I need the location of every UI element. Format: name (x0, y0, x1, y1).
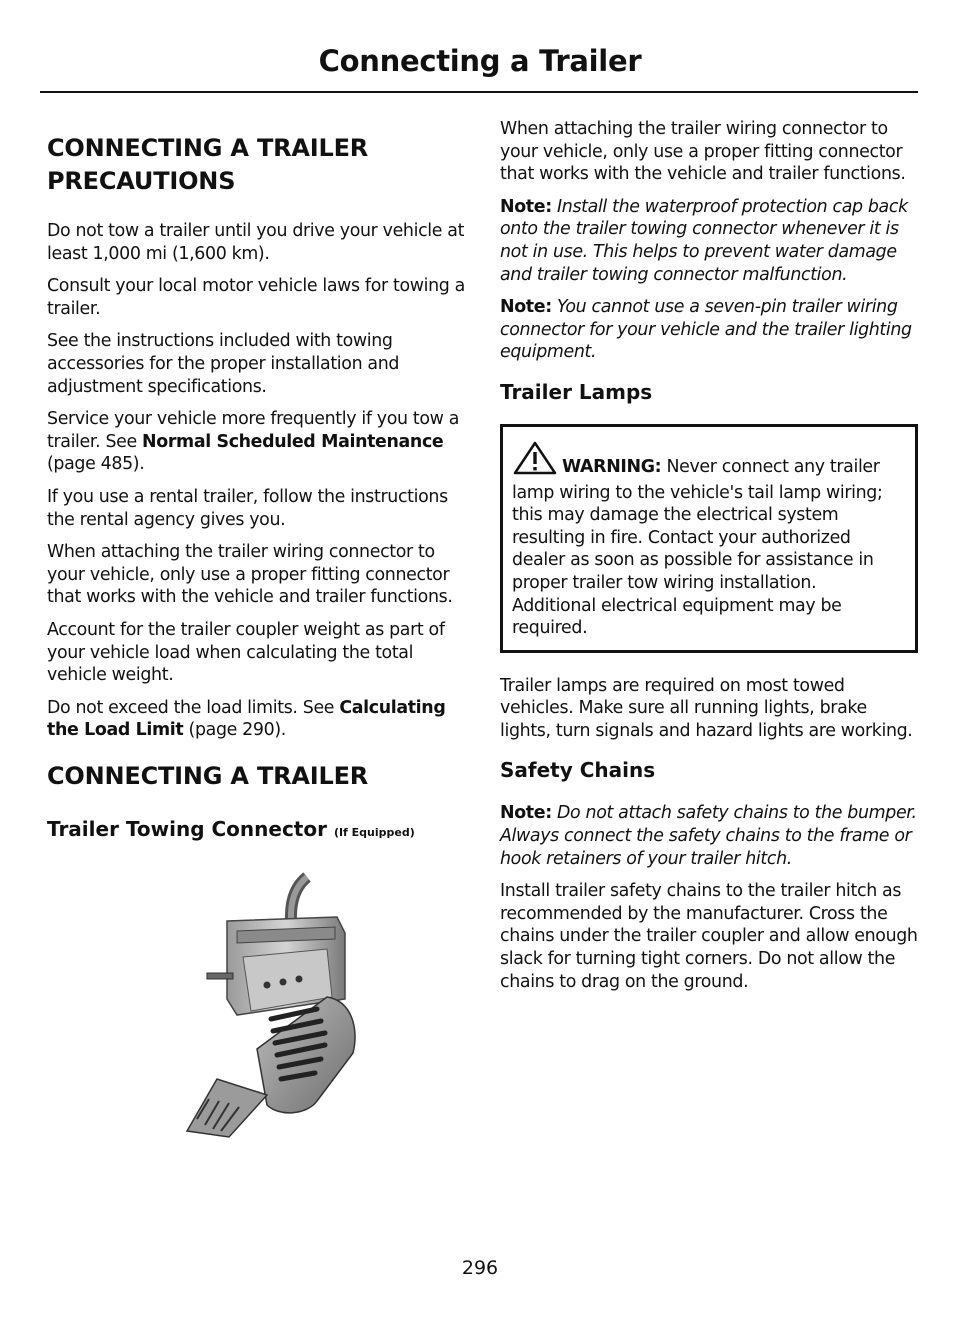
paragraph: When attaching the trailer wiring connector to your vehicle, only use a proper fitting connector that works with the vehicle and trailer functions. (500, 119, 906, 185)
note-text: Install the waterproof protection cap back onto the trailer towing connector whenever it is not in use. This helps to prevent water damage and trailer towing connector malfunction. (500, 196, 908, 285)
paragraph: Consult your local motor vehicle laws for towing a trailer. (47, 276, 465, 319)
note-label: Note: (500, 803, 552, 824)
text: Do not exceed the load limits. See (47, 697, 340, 718)
warning-triangle-icon (512, 441, 558, 482)
warning-text: Never connect any trailer lamp wiring to the vehicle's tail lamp wiring; this may damage the electrical system resulting in fire. Contact your authorized dealer as soon as possible for assistance in proper trailer tow wiring installation. Additional electrical equipment may be required. (512, 456, 883, 639)
cross-reference-link[interactable]: Normal Scheduled Maintenance (142, 431, 444, 452)
trailer-towing-connector-illustration (167, 869, 387, 1139)
paragraph: Do not tow a trailer until you drive your vehicle at least 1,000 mi (1,600 km). (47, 221, 465, 264)
note-label: Note: (500, 297, 552, 318)
note-seven-pin (500, 296, 918, 364)
subheading-towing-connector (47, 815, 465, 847)
left-column (47, 118, 465, 1139)
paragraph-maintenance (47, 408, 465, 476)
section-heading-connecting: CONNECTING A TRAILER (47, 761, 369, 790)
paragraph: Trailer lamps are required on most towed vehicles. Make sure all running lights, brake lights, turn signals and hazard lights are working. (500, 675, 913, 741)
section-heading-precautions: CONNECTING A TRAILER PRECAUTIONS (47, 134, 369, 195)
cross-reference-link[interactable]: Calculating the Load Limit (47, 697, 446, 741)
note-text: Do not attach safety chains to the bumper. Always connect the safety chains to the frame or hook retainers of your trailer hitch. (500, 803, 917, 869)
note-label: Note: (500, 196, 552, 217)
text: Service your vehicle more frequently if you tow a trailer. See (47, 409, 459, 452)
paragraph: Install trailer safety chains to the trailer hitch as recommended by the manufacturer. Cross the chains under the trailer coupler and allow enough slack for turning tight corners. Do not allow the chains to drag on the ground. (500, 881, 918, 992)
warning-box (500, 424, 918, 653)
paragraph: Account for the trailer coupler weight as part of your vehicle load when calculating the total vehicle weight. (47, 619, 445, 686)
note-text: You cannot use a seven-pin trailer wiring connector for your vehicle and the trailer lighting equipment. (500, 297, 912, 363)
paragraph-load-limit (47, 697, 465, 742)
page-number: 296 (461, 1257, 499, 1279)
page-reference: (page 290). (183, 720, 286, 741)
subheading-text: Trailer Towing Connector (47, 816, 327, 841)
paragraph: See the instructions included with towing accessories for the proper installation and adjustment specifications. (47, 331, 400, 397)
equipped-tag: (If Equipped) (333, 825, 415, 839)
warning-label: WARNING: (562, 456, 662, 477)
note-safety-chains (500, 802, 918, 870)
header-rule (40, 91, 918, 93)
warning-paragraph (512, 441, 905, 640)
note-waterproof-cap (500, 196, 918, 286)
paragraph: If you use a rental trailer, follow the instructions the rental agency gives you. (47, 486, 448, 530)
right-column (500, 118, 918, 1003)
subheading-safety-chains: Safety Chains (500, 758, 656, 783)
subheading-trailer-lamps: Trailer Lamps (500, 379, 653, 404)
paragraph: When attaching the trailer wiring connector to your vehicle, only use a proper fitting connector that works with the vehicle and trailer functions. (47, 542, 453, 608)
page-reference: (page 485). (47, 454, 145, 475)
running-header-title: Connecting a Trailer (318, 44, 642, 78)
